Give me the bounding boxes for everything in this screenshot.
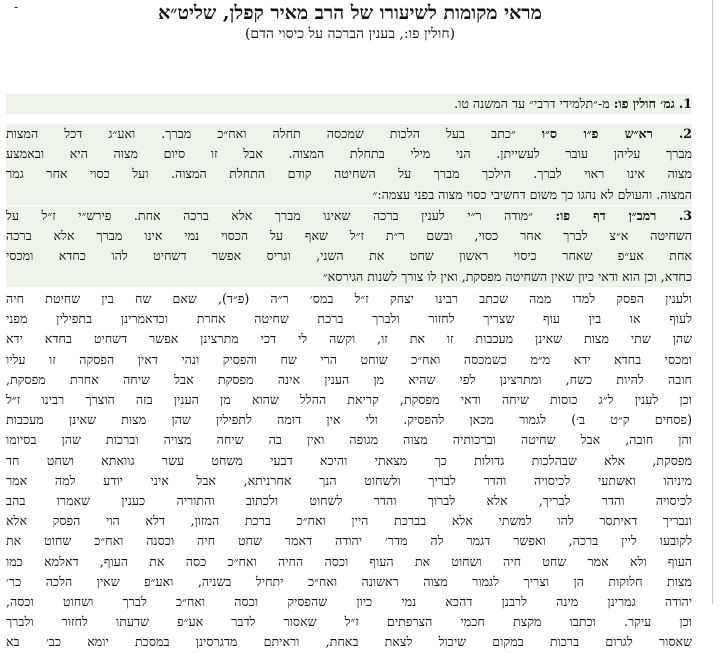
item-line: השחיטה א״צ לברך אחר כסוי, ובשם ר״ת ז״ל שאף על הכסוי נמי אינו מברך אלא ברכה xyxy=(6,228,692,244)
body-line: וכן לענין ל״ג כוסות שיחה ודאי מפסקת, קריאת ההלל שהוא מן הענין בזה הוצרך רבינו ז״ל xyxy=(6,392,692,408)
page-subtitle: (חולין פו:, בענין הברכה על כיסוי הדם) xyxy=(244,26,456,42)
page-title: מראי מקומות לשיעורו של הרב מאיר קפלן, שליט״א xyxy=(158,2,542,24)
body-line: (פסחים ק״ט ב׳) לגמור מכאן להפסיק. ולי אין דומה לתפילין שהן מצות שאינן מעכבות xyxy=(6,412,692,428)
body-line: העוף ולא אמר שחט חיה ושחוט את העוף וכסה החיה ואח״כ כסה את העוף, דאלמא כמו xyxy=(6,553,692,569)
item-number: 3. xyxy=(678,208,692,223)
item-line-text: ״מודה ר״י לענין ברכה שאינו מברך אלא ברכה אחת. פירש״י ז״ל על xyxy=(6,208,533,223)
item-source-label: גמ׳ חולין פו: xyxy=(613,96,675,111)
item-line: מברך עליהן עובר לעשייתן. הני מילי בתחלת המצוה. אבל זו סיום מצוה היא ובאמצע xyxy=(6,146,692,162)
body-line: ולענין הפסק למדו ממה שכתב רבינו יצחק ז״ל במס׳ ר״ה (פ״ד), שאם שח בין שחיטת חיה xyxy=(6,291,692,306)
body-line: יהודה גמרינן מינה לרבנן דהכא נמי כיון שהפסיק וכסה ואח״כ לברך ושחוט וכסה, xyxy=(6,594,692,610)
body-line: מצות חלוקות הן וצריך לגמור מצוה ראשונה ואח״כ יתחיל בשניה, ואע״פ שאין הלכה כר׳ xyxy=(6,573,692,589)
item-line xyxy=(6,206,692,226)
source-item-2 xyxy=(6,124,692,205)
body-line: לקובעו ליין ברכה, ואפשר דגמר לה מדר׳ יהודה דאמר שחט חיה וכסנה ואח״כ שחוט את xyxy=(6,533,692,549)
item-number: 2. xyxy=(678,126,692,141)
item-number: 1. xyxy=(678,96,692,111)
vertical-scrollbar[interactable] xyxy=(700,0,728,604)
top-mark: - xyxy=(14,0,19,14)
item-source-label: רמב״ן דף פו: xyxy=(555,208,657,223)
item-line: מצוה אינו ראוי לברך. הילכך מברך על השחיטה קודם התחלת המצוה. ועל כסוי אחר גמר xyxy=(6,166,692,182)
body-line: ונבריך דאיתסר להו למשתי אלא בברכת היין ואח״כ ברכת המזון, דלא הוי הפסק אלא xyxy=(6,513,692,529)
body-line: מיניהו ואשתעי לכיסויה והדר לבריך ולשחוט הנך אחרניתא, אבל איני יודע למה אמר xyxy=(6,472,692,488)
body-line: והן חובה, אבל שחיטה וברכותיה מצוה מגופה ואין בה שיחה מצויה וברכות שהן בסיומו xyxy=(6,432,692,448)
item-line: אחת אע״פ שאחר כיסוי ראשון שחט את השני, וגריס אפשר דשחיט להו כחדא ומכסי xyxy=(6,248,692,264)
item-line: המצוה. והעולם לא נהגו כך משום דחשיבי כסוי מצוה בפני עצמה:״ xyxy=(372,186,692,202)
body-line: שהן שתי מצות שאינן מעכבות זו את זו, וקשה לי דכי מתרצינן אפשר דשחיט בחדא ידא xyxy=(6,331,692,347)
item-line: כחדא, וכן הוא ודאי כיון שאין השחיטה מפסקת, ואין לו צורך לשנות הגירסא״ xyxy=(322,268,692,284)
scrollbar-track[interactable] xyxy=(712,0,713,604)
body-line: וכן עיקר. וכתבו מקצת חכמי הצרפתים ז״ל שאסור לדבר אע״פ שדעתו לחזור ולברך xyxy=(6,614,692,630)
source-item-1 xyxy=(6,94,692,114)
item-source-label: רא״ש פ״ו ס״ו xyxy=(541,126,653,141)
body-line: לעוף או בין עוף שצריך לחזור ולברך ברכת שחיטה אחרת וכדאמרינן בתפילין מפני xyxy=(6,311,692,327)
body-line: מפסקת, אלא שבהלכות גדולות כך מצאתי והיכא דבעי משחט עשר גוואתא ושחט חד xyxy=(6,452,692,468)
body-line: ומכסי בחדא ידא מ״מ כשמכסה ואח״כ שוחט הרי שח והפסיק ונהי דאין הפסקה זו עליו xyxy=(6,351,692,367)
item-line-text: ״כתב בעל הלכות שמכסה תחלה ואח״כ מברך. ואע״ג דכל המצות xyxy=(6,126,516,141)
body-line: שאסור לגרום ברכות במקום שיכול לצאת באחת, וראיתם מדגרסינן במסכת יומא כב׳ בא xyxy=(6,634,692,650)
body-line: לכיסויה והדר לבריך, אלא לברוך והדר לשחוט ולכתוב והתוריה כענין שאמרו בהב xyxy=(6,493,692,509)
body-line: חובה להיות כשח, ומתרצינן לפי שהיא מן הענין אינה מפסקת אבל שיחה אחרת מפסקת, xyxy=(6,371,692,387)
item-line: מ-״תלמידי דרבי״ עד המשנה טו. xyxy=(454,96,610,111)
source-item-3 xyxy=(6,206,692,287)
item-line xyxy=(6,124,692,144)
source-item-1-text xyxy=(6,94,692,114)
body-text xyxy=(6,289,692,653)
